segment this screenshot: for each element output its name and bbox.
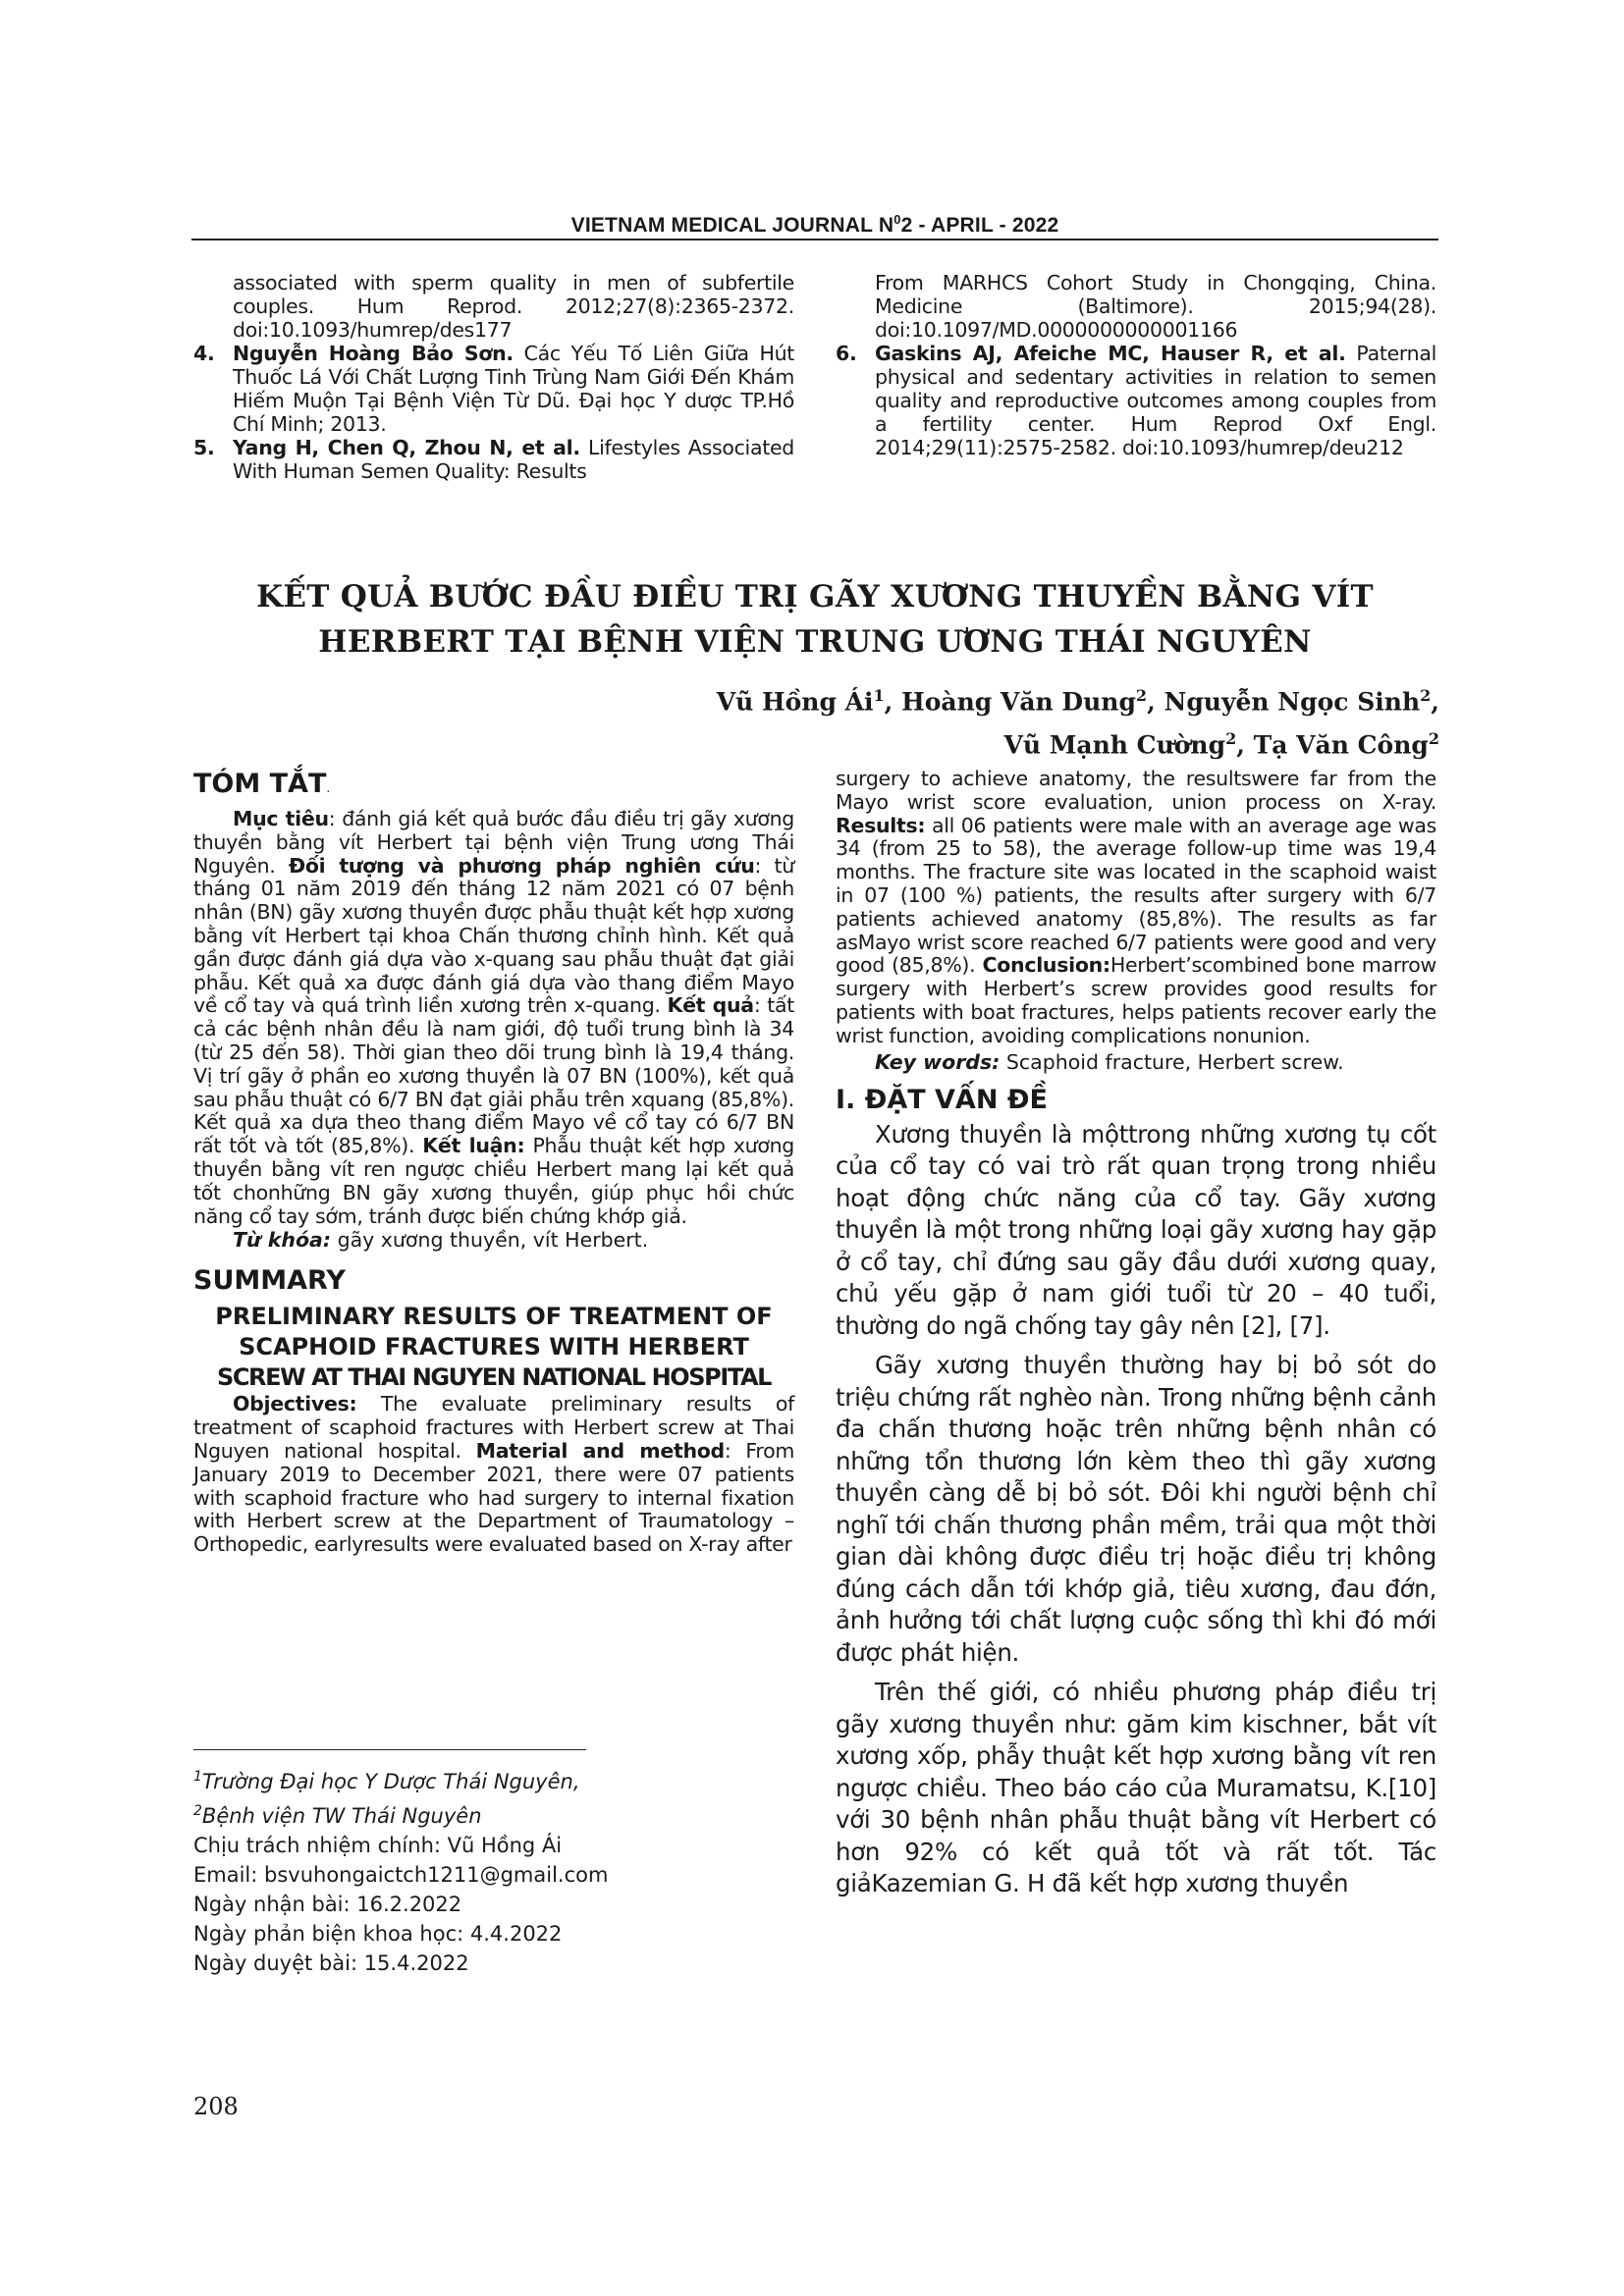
date-received: Ngày nhận bài: 16.2.2022 bbox=[193, 1893, 462, 1916]
journal-name: VIETNAM MEDICAL JOURNAL N bbox=[570, 214, 894, 237]
article-title-line-1: KẾT QUẢ BƯỚC ĐẦU ĐIỀU TRỊ GÃY XƯƠNG THUYỀN BẰNG VÍT bbox=[256, 579, 1374, 614]
journal-issue-sup: 0 bbox=[893, 212, 901, 227]
reference-text: Paternal physical and sedentary activities in relation to semen quality and reproductive outcomes among couples from a fertility center. Hum Reprod Oxf Engl. 2014;29(11):2575-2582. doi:10.1093/humrep/deu212 bbox=[875, 342, 1436, 459]
author-name: , Tạ Văn Công bbox=[1236, 730, 1429, 760]
summary-title: PRELIMINARY RESULTS OF TREATMENT OF SCAPHOID FRACTURES WITH HERBERT SCREW AT THAI NGUYEN NATIONAL HOSPITAL bbox=[215, 1303, 773, 1392]
reference-continuation: associated with sperm quality in men of subfertile couples. Hum Reprod. 2012;27(8):2365-2372. doi:10.1093/humrep/des177 bbox=[233, 271, 794, 342]
summary-paragraph: Objectives: The evaluate preliminary results of treatment of scaphoid fractures with Herbert screw at Thai Nguyen national hospital. Material and method: From January 2019 to December 2021, there were 07 patients with scaphoid fracture who had surgery to internal fixation with Herbert screw at the Department of Traumatology – Orthopedic, earlyresults were evaluated based on X-ray after bbox=[193, 1392, 794, 1557]
article-title bbox=[191, 574, 1438, 665]
author-name: Vũ Mạnh Cường bbox=[1003, 730, 1226, 760]
reference-number: 5. bbox=[193, 436, 215, 459]
keywords-vi: Từ khóa: gãy xương thuyền, vít Herbert. bbox=[233, 1228, 649, 1253]
abstract-heading: TÓM TẮT. bbox=[193, 769, 331, 799]
intro-paragraph-2: Gãy xương thuyền thường hay bị bỏ sót do triệu chứng rất nghèo nàn. Trong những bệnh cảnh đa chấn thương hoặc trên những bệnh nhân có những tổn thương lớn kèm theo thì gãy xương thuyền càng dễ bị bỏ sót. Đôi khi người bệnh chỉ nghĩ tới chấn thương phần mềm, trải qua một thời gian dài không được điều trị hoặc điều trị không đúng cách dẫn tới khớp giả, tiêu xương, đau đớn, ảnh hưởng tới chất lượng cuộc sống thì khi đó mới được phát hiện. bbox=[836, 1351, 1436, 1667]
affiliation-2: Bệnh viện TW Thái Nguyên bbox=[201, 1804, 482, 1828]
reference-number: 6. bbox=[836, 342, 857, 365]
affiliation-marker: 2 bbox=[1135, 686, 1148, 705]
footnotes: $^1$Trường Đại học Y Dược Thái Nguyên, $^2$Bệnh viện TW Thái Nguyên Chịu trách nhiệm chính: Vũ Hồng Ái Email: bsvuhongaictch1211@gmail.com Ngày nhận bài: 16.2.2022 Ngày phản biện khoa học: 4.4.2022 Ngày duyệt bài: 15.4.2022 bbox=[193, 1762, 794, 1978]
affiliation-marker: 2 bbox=[1428, 729, 1439, 749]
header-rule bbox=[191, 239, 1438, 240]
author-separator: , bbox=[1431, 687, 1439, 717]
date-approved: Ngày duyệt bài: 15.4.2022 bbox=[193, 1951, 469, 1975]
intro-paragraph-3: Trên thế giới, có nhiều phương pháp điều trị gãy xương thuyền như: găm kim kischner, bắt vít xương xốp, phẫy thuật kết hợp xương bằng vít ren ngược chiều. Theo báo cáo của Muramatsu, K.[10] với 30 bệnh nhân phẫu thuật bằng vít Herbert có hơn 92% có kết quả tốt và rất tốt. Tác giảKazemian G. H đã kết hợp xương thuyền bbox=[836, 1678, 1436, 1898]
page-number: 208 bbox=[193, 2093, 239, 2120]
article-title-line-2: HERBERT TẠI BỆNH VIỆN TRUNG ƯƠNG THÁI NGUYÊN bbox=[318, 624, 1312, 660]
reference-authors: Nguyễn Hoàng Bảo Sơn. bbox=[233, 342, 514, 365]
reference-authors: Gaskins AJ, Afeiche MC, Hauser R, et al. bbox=[875, 342, 1346, 365]
affiliation-1: Trường Đại học Y Dược Thái Nguyên, bbox=[201, 1770, 580, 1793]
reference-text: Các Yếu Tố Liên Giữa Hút Thuốc Lá Với Chất Lượng Tinh Trùng Nam Giới Đến Khám Hiếm Muộn Tại Bệnh Viện Từ Dũ. Đại học Y dược TP.Hồ Chí Minh; 2013. bbox=[233, 342, 795, 436]
right-column bbox=[836, 768, 1436, 1900]
reference-text: Lifestyles Associated With Human Semen Quality: Results bbox=[233, 436, 794, 483]
summary-heading: SUMMARY bbox=[193, 1265, 346, 1297]
reference-6 bbox=[836, 342, 1436, 459]
reference-continuation: From MARHCS Cohort Study in Chongqing, China. Medicine (Baltimore). 2015;94(28). doi:10.1097/MD.0000000000001166 bbox=[875, 271, 1436, 342]
running-header bbox=[191, 212, 1438, 238]
affiliation-marker: 2 bbox=[1225, 729, 1237, 749]
affiliation-marker: 1 bbox=[873, 686, 885, 705]
reference-4 bbox=[193, 342, 794, 436]
summary-continuation: surgery to achieve anatomy, the resultswere far from the Mayo wrist score evaluation, union process on X-ray. Results: all 06 patients were male with an average age was 34 (from 25 to 58), the average follow-up time was 19,4 months. The fracture site was located in the scaphoid waist in 07 (100 %) patients, the results after surgery with 6/7 patients achieved anatomy (85,8%). The results as far asMayo wrist score reached 6/7 patients were good and very good (85,8%). Conclusion:Herbert’scombined bone marrow surgery with Herbert’s screw provides good results for patients with boat fractures, helps patients recover early the wrist function, avoiding complications nonunion. bbox=[836, 767, 1436, 1047]
references-left bbox=[193, 271, 794, 483]
email: Email: bsvuhongaictch1211@gmail.com bbox=[193, 1863, 609, 1887]
author-name: , Hoàng Văn Dung bbox=[884, 687, 1136, 717]
reference-number: 4. bbox=[193, 342, 215, 365]
intro-heading: I. ĐẶT VẤN ĐỀ bbox=[836, 1084, 1048, 1115]
author-name: Vũ Hồng Ái bbox=[716, 687, 874, 717]
reference-5 bbox=[193, 436, 794, 483]
keywords-en: Key words: Scaphoid fracture, Herbert screw. bbox=[875, 1049, 1344, 1074]
date-reviewed: Ngày phản biện khoa học: 4.4.2022 bbox=[193, 1922, 563, 1946]
reference-authors: Yang H, Chen Q, Zhou N, et al. bbox=[233, 436, 580, 459]
abstract-vi-paragraph: Mục tiêu: đánh giá kết quả bước đầu điều trị gãy xương thuyền bằng vít Herbert tại bệnh viện Trung ương Thái Nguyên. Đối tượng và phương pháp nghiên cứu: từ tháng 01 năm 2019 đến tháng 12 năm 2021 có 07 bệnh nhân (BN) gãy xương thuyền được phẫu thuật kết hợp xương bằng vít Herbert tại khoa Chấn thương chỉnh hình. Kết quả gần được đánh giá dựa vào x-quang sau phẫu thuật đạt giải phẫu. Kết quả xa được đánh giá dựa vào thang điểm Mayo về cổ tay và quá trình liền xương trên x-quang. Kết quả: tất cả các bệnh nhân đều là nam giới, độ tuổi trung bình là 34 (từ 25 đến 58). Thời gian theo dõi trung bình là 19,4 tháng. Vị trí gãy ở phần eo xương thuyền là 07 BN (100%), kết quả sau phẫu thuật có 6/7 BN đạt giải phẫu trên xquang (85,8%). Kết quả xa dựa theo thang điểm Mayo về cổ tay có 6/7 BN rất tốt và tốt (85,8%). Kết luận: Phẫu thuật kết hợp xương thuyền bằng vít ren ngược chiều Herbert mang lại kết quả tốt chonhững BN gãy xương thuyền, giúp phục hồi chức năng cổ tay sớm, tránh được biến chứng khớp giả. bbox=[193, 807, 794, 1228]
left-column bbox=[193, 768, 794, 1557]
affiliation-marker: 2 bbox=[1420, 686, 1432, 705]
corresponding-author: Chịu trách nhiệm chính: Vũ Hồng Ái bbox=[193, 1834, 563, 1857]
references-right bbox=[836, 271, 1436, 459]
author-list bbox=[556, 677, 1439, 765]
journal-date: 2 - APRIL - 2022 bbox=[900, 214, 1059, 237]
intro-paragraph-1: Xương thuyền là mộttrong những xương tụ cốt của cổ tay có vai trò rất quan trọng trong nhiều hoạt động chức năng của cổ tay. Gãy xương thuyền là một trong những loại gãy xương hay gặp ở cổ tay, chỉ đứng sau gãy đầu dưới xương quay, chủ yếu gặp ở nam giới tuổi từ 20 – 40 tuổi, thường do ngã chống tay gây nên [2], [7]. bbox=[836, 1119, 1436, 1340]
author-name: , Nguyễn Ngọc Sinh bbox=[1147, 687, 1421, 717]
footnote-rule bbox=[193, 1749, 586, 1750]
